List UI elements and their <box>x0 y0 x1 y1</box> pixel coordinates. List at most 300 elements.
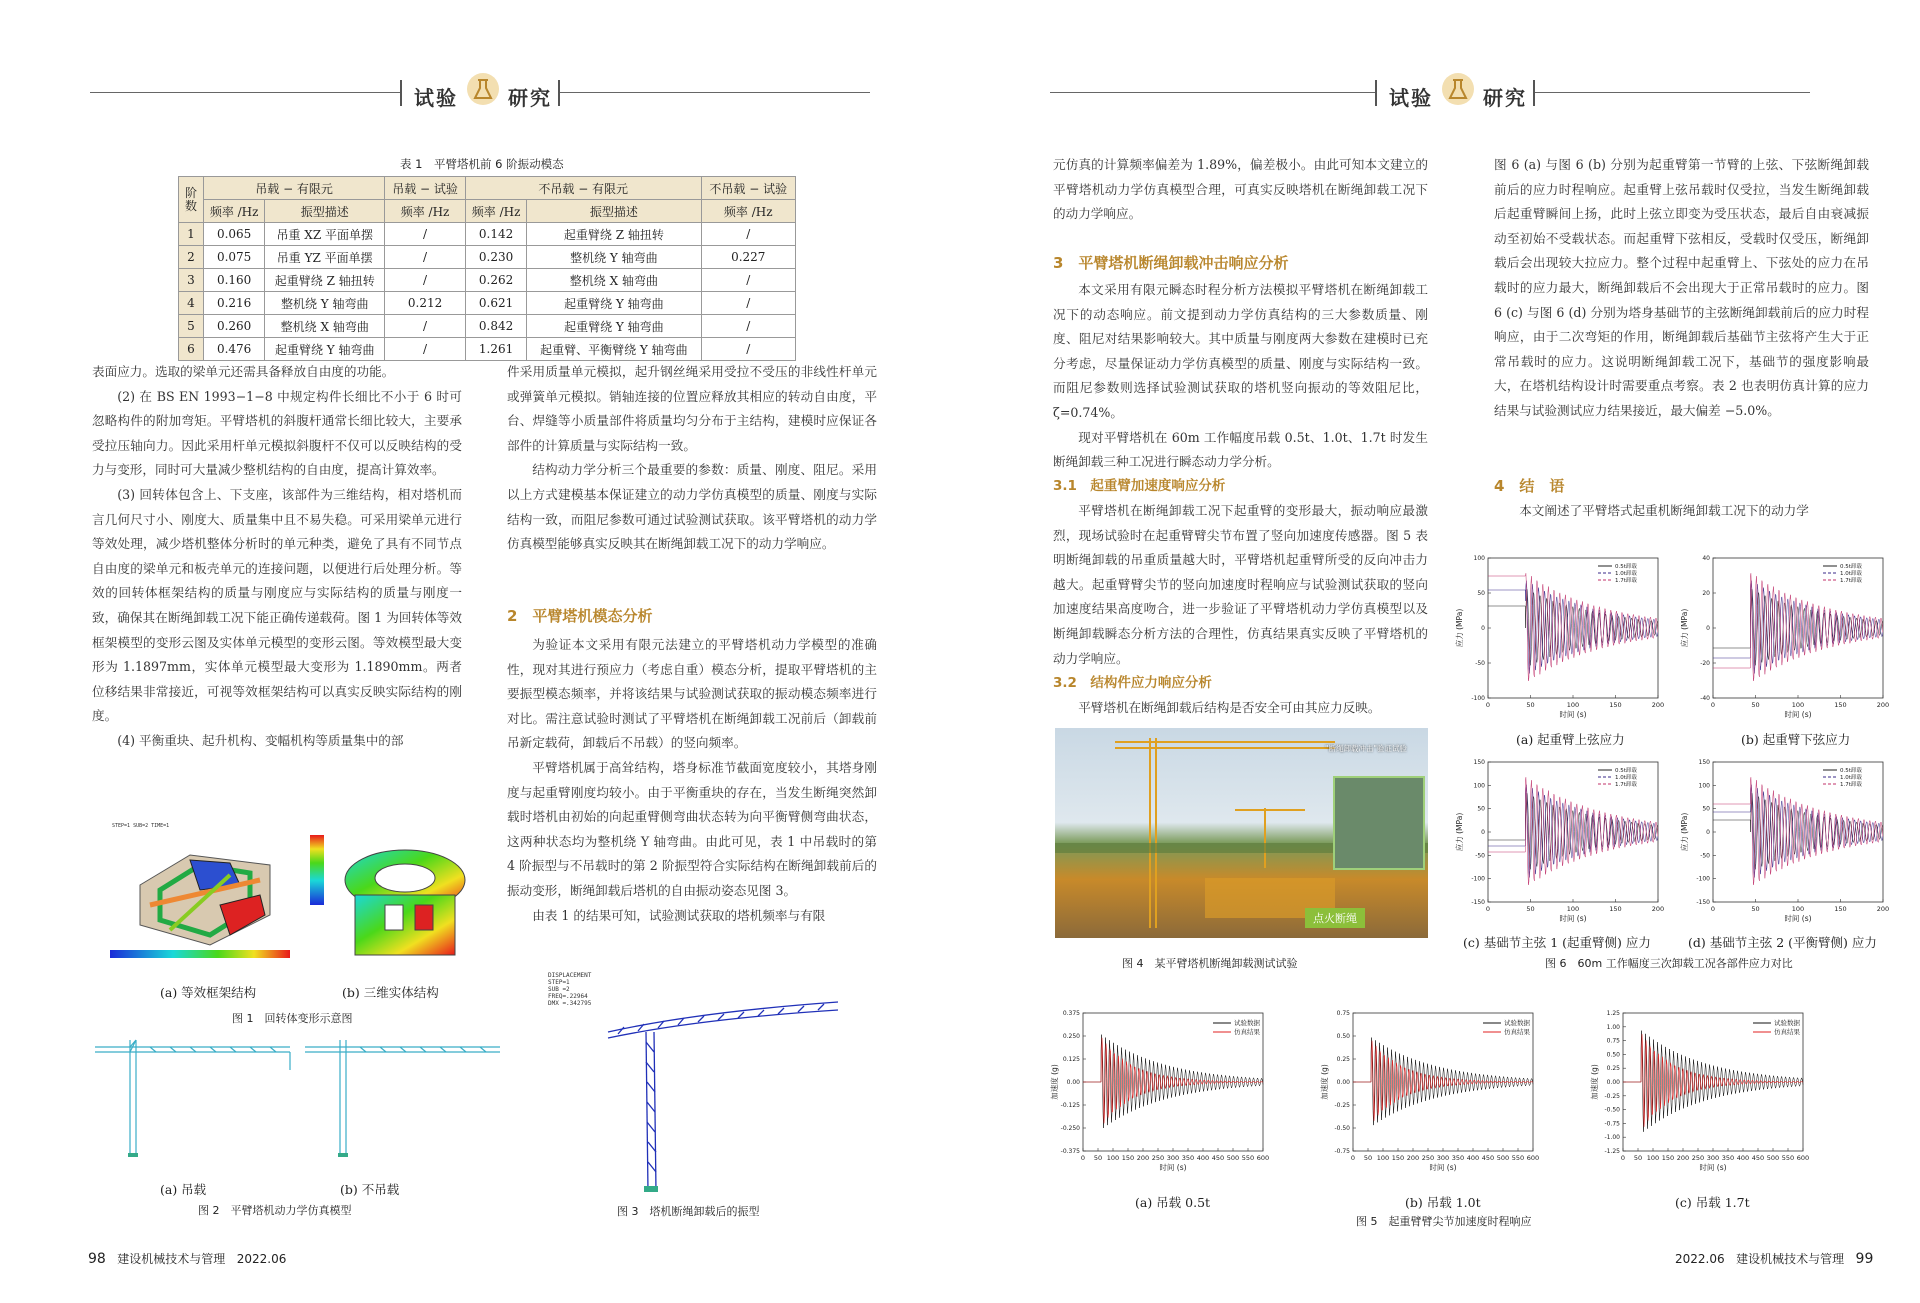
table1-title: 表 1 平臂塔机前 6 阶振动模态 <box>400 157 564 171</box>
table1-cell: 0.227 <box>701 246 796 269</box>
table1-body <box>179 223 796 361</box>
section-3-2-title: 3.2 结构件应力响应分析 <box>1053 675 1212 691</box>
legend-sim: 仿真结果 <box>1234 1028 1260 1036</box>
figure-6a-plot <box>1450 548 1670 728</box>
legend-test: 试验数据 <box>1774 1019 1800 1027</box>
legend-sim: 仿真结果 <box>1504 1028 1530 1036</box>
page-number-left: 98 <box>88 1251 106 1267</box>
y-tick-label: 1.00 <box>1606 1023 1620 1031</box>
table1-cell: / <box>385 246 466 269</box>
y-tick-label: 100 <box>1473 555 1485 562</box>
y-axis-label: 加速度 (g) <box>1320 1064 1329 1100</box>
x-tick-label: 350 <box>1451 1154 1465 1162</box>
x-tick-label: 100 <box>1566 701 1580 709</box>
x-tick-label: 0 <box>1485 905 1491 913</box>
x-tick-label: 100 <box>1646 1154 1660 1162</box>
figure-4-sign: "断绳卸载冲击"验证试验 <box>1325 744 1407 753</box>
table1-cell: 整机绕 X 轴弯曲 <box>527 269 701 292</box>
table1-row <box>179 338 796 361</box>
y-tick-label: -0.50 <box>1604 1106 1620 1114</box>
y-tick-label: 0 <box>1481 625 1485 632</box>
series-1 <box>1713 589 1883 665</box>
x-tick-label: 100 <box>1791 905 1805 913</box>
x-tick-label: 50 <box>1526 701 1535 709</box>
left-column-1 <box>92 360 462 754</box>
table1-cell: / <box>701 315 796 338</box>
figure-5c-label: (c) 吊载 1.7t <box>1675 1195 1750 1210</box>
section-3-1-text <box>1053 499 1428 671</box>
section-4-text <box>1494 499 1869 524</box>
legend-test: 试验数据 <box>1504 1019 1530 1027</box>
table1-subheader: 频率 /Hz <box>701 200 796 223</box>
y-tick-label: -100 <box>1471 875 1485 883</box>
x-tick-label: 150 <box>1609 905 1622 913</box>
x-tick-label: 50 <box>1526 905 1535 913</box>
figure-4-caption: 图 4 某平臂塔机断绳卸载测试试验 <box>1122 957 1298 970</box>
y-axis-label: 应力 (MPa) <box>1455 608 1464 648</box>
table1-cell: 起重臂绕 Z 轴扭转 <box>265 269 385 292</box>
y-tick-label: 100 <box>1473 782 1485 790</box>
figure-4-inset <box>1333 776 1425 870</box>
x-tick-label: 200 <box>1406 1154 1420 1162</box>
x-tick-label: 500 <box>1766 1154 1780 1162</box>
table1-cell: 5 <box>179 315 204 338</box>
y-tick-label: -20 <box>1700 660 1710 667</box>
table1-subheader: 振型描述 <box>265 200 385 223</box>
x-tick-label: 400 <box>1196 1154 1210 1162</box>
table1-subheader: 频率 /Hz <box>385 200 466 223</box>
series-3 <box>1488 777 1658 885</box>
figure-6b-plot <box>1675 548 1895 728</box>
x-tick-label: 200 <box>1136 1154 1150 1162</box>
figure-6-caption: 图 6 60m 工作幅度三次卸载工况各部件应力对比 <box>1545 957 1793 970</box>
x-tick-label: 150 <box>1391 1154 1405 1162</box>
table1-cell: 0.260 <box>204 315 265 338</box>
y-axis-label: 加速度 (g) <box>1590 1064 1599 1100</box>
x-tick-label: 400 <box>1466 1154 1480 1162</box>
x-axis-label: 时间 (s) <box>1699 1163 1727 1172</box>
paragraph: 平臂塔机在断绳卸载工况下起重臂的变形最大，振动响应最激烈，现场试验时在起重臂臂尖节布置了竖向加速度传感器。图 5 表明断绳卸载的吊重质量越大时，平臂塔机起重臂所受的反向冲击力越大。起重臂臂尖节的竖向加速度时程响应与试验测试获取的竖向加速度结果高度吻合，进一步验证了平臂塔机动力学仿真模型以及断绳卸载瞬态分析方法的合理性，仿真结果真实反映了平臂塔机的动力学响应。 <box>1053 503 1428 666</box>
y-tick-label: -0.25 <box>1604 1092 1620 1100</box>
x-axis-label: 时间 (s) <box>1429 1163 1457 1172</box>
series-test <box>1623 1031 1803 1132</box>
y-tick-label: 0 <box>1706 829 1710 836</box>
series-sim <box>1083 1038 1263 1124</box>
y-tick-label: -0.75 <box>1334 1148 1350 1155</box>
figure-5b-plot <box>1308 995 1548 1195</box>
x-tick-label: 500 <box>1496 1154 1510 1162</box>
table1-header: 吊载 − 试验 <box>385 177 466 200</box>
paragraph: 结构动力学分析三个最重要的参数：质量、刚度、阻尼。采用以上方式建模基本保证建立的动力学仿真模型的质量、刚度与实际结构一致，而阻尼参数可通过试验测试获取。该平臂塔机的动力学仿真模型能够真实反映其在断绳卸载工况下的动力学响应。 <box>507 462 877 552</box>
table1-cell: 0.230 <box>465 246 526 269</box>
figure-5a-plot <box>1038 995 1278 1195</box>
series-test <box>1083 1035 1263 1128</box>
table1-cell: 起重臂绕 Y 轴弯曲 <box>265 338 385 361</box>
header-label-test: 试验 <box>414 86 458 110</box>
x-axis-label: 时间 (s) <box>1559 914 1587 923</box>
x-tick-label: 450 <box>1481 1154 1495 1162</box>
series-2 <box>1713 785 1883 878</box>
series-2 <box>1488 581 1658 674</box>
table1-cell: / <box>385 223 466 246</box>
figure-6d-label: (d) 基础节主弦 2 (平衡臂侧) 应力 <box>1688 935 1877 950</box>
series-3 <box>1488 573 1658 681</box>
table1-header: 不吊载 − 试验 <box>701 177 796 200</box>
y-tick-label: 0.00 <box>1066 1079 1080 1086</box>
table1 <box>178 176 796 361</box>
table1-header: 吊载 − 有限元 <box>204 177 385 200</box>
figure-2-image <box>90 1035 510 1170</box>
y-tick-label: -0.25 <box>1334 1102 1350 1109</box>
x-tick-label: 250 <box>1151 1154 1165 1162</box>
x-tick-label: 0 <box>1350 1154 1356 1162</box>
y-axis-label: 应力 (MPa) <box>1680 812 1689 852</box>
paragraph: (4) 平衡重块、起升机构、变幅机构等质量集中的部 <box>117 732 404 748</box>
series-test <box>1353 1038 1533 1126</box>
series-1 <box>1713 793 1883 869</box>
x-tick-label: 50 <box>1751 905 1760 913</box>
y-tick-label: -0.125 <box>1060 1102 1080 1109</box>
table1-cell: 0.842 <box>465 315 526 338</box>
table1-cell: 起重臂、平衡臂绕 Y 轴弯曲 <box>527 338 701 361</box>
issue-date-left: 2022.06 <box>236 1252 287 1266</box>
y-tick-label: 0.00 <box>1336 1079 1350 1086</box>
figure-5b-label: (b) 吊载 1.0t <box>1405 1195 1481 1210</box>
right-column-2 <box>1494 153 1869 424</box>
x-axis-label: 时间 (s) <box>1159 1163 1187 1172</box>
lab-flask-icon <box>1441 72 1475 106</box>
x-tick-label: 0 <box>1710 905 1716 913</box>
y-tick-label: -50 <box>1475 852 1485 860</box>
y-tick-label: 0 <box>1706 625 1710 632</box>
table1-cell: 0.216 <box>204 292 265 315</box>
y-tick-label: 0.25 <box>1336 1056 1350 1063</box>
x-tick-label: 200 <box>1876 905 1890 913</box>
y-tick-label: 0.50 <box>1606 1051 1620 1059</box>
figure-1-image <box>100 815 470 980</box>
x-axis-label: 时间 (s) <box>1784 914 1812 923</box>
figure-6c-plot <box>1450 752 1670 932</box>
series-1 <box>1488 589 1658 665</box>
legend-label: 0.5t卸载 <box>1840 564 1862 570</box>
y-tick-label: 0.00 <box>1606 1079 1620 1086</box>
section-3-title: 3 平臂塔机断绳卸载冲击响应分析 <box>1053 254 1289 272</box>
legend-label: 0.5t卸载 <box>1840 768 1862 774</box>
x-tick-label: 600 <box>1796 1154 1810 1162</box>
y-tick-label: 100 <box>1698 782 1710 790</box>
x-tick-label: 400 <box>1736 1154 1750 1162</box>
y-tick-label: 50 <box>1477 805 1485 813</box>
x-tick-label: 150 <box>1121 1154 1135 1162</box>
legend-label: 0.5t卸载 <box>1615 564 1637 570</box>
header-label-research: 研究 <box>1483 86 1527 110</box>
y-tick-label: 0.75 <box>1336 1010 1350 1017</box>
y-tick-label: 0.75 <box>1606 1037 1620 1045</box>
section-3-1-title: 3.1 起重臂加速度响应分析 <box>1053 478 1226 494</box>
table1-cell: / <box>701 269 796 292</box>
figure-2a-label: (a) 吊载 <box>160 1182 207 1197</box>
table1-cell: 起重臂绕 Y 轴弯曲 <box>527 315 701 338</box>
paragraph: 元仿真的计算频率偏差为 1.89%，偏差极小。由此可知本文建立的平臂塔机动力学仿真模型合理，可真实反映塔机在断绳卸载工况下的动力学响应。 <box>1053 157 1428 222</box>
table1-cell: 0.476 <box>204 338 265 361</box>
figure-5a-label: (a) 吊载 0.5t <box>1135 1195 1211 1210</box>
figure-1-caption: 图 1 回转体变形示意图 <box>232 1012 353 1025</box>
paragraph: 本文采用有限元瞬态时程分析方法模拟平臂塔机在断绳卸载工况下的动态响应。前文提到动力学仿真结构的三大参数质量、刚度、阻尼对结果影响较大。其中质量与刚度两大参数在建模时已充分考虑，尽量保证动力学仿真模型的质量、刚度与实际结构一致。而阻尼参数则选择试验测试获取的塔机竖向振动的等效阻尼比，ζ=0.74%。 <box>1053 282 1428 420</box>
figure-2-caption: 图 2 平臂塔机动力学仿真模型 <box>198 1204 352 1217</box>
table1-subheader: 频率 /Hz <box>204 200 265 223</box>
legend-label: 1.0t卸载 <box>1615 775 1637 781</box>
table1-cell: 吊重 XZ 平面单摆 <box>265 223 385 246</box>
table1-cell: 0.160 <box>204 269 265 292</box>
y-tick-label: 0.250 <box>1062 1033 1080 1040</box>
y-tick-label: 0.375 <box>1062 1010 1080 1017</box>
section-4-title: 4 结 语 <box>1494 477 1565 495</box>
series-sim <box>1623 1034 1803 1127</box>
x-tick-label: 100 <box>1376 1154 1390 1162</box>
series-3 <box>1713 777 1883 885</box>
table1-cell: 2 <box>179 246 204 269</box>
x-tick-label: 550 <box>1511 1154 1525 1162</box>
legend-label: 1.7t卸载 <box>1615 782 1637 788</box>
y-tick-label: 0.50 <box>1336 1033 1350 1040</box>
x-tick-label: 350 <box>1721 1154 1735 1162</box>
x-tick-label: 150 <box>1609 701 1622 709</box>
figure-3 <box>548 972 848 1197</box>
x-tick-label: 0 <box>1080 1154 1086 1162</box>
table1-cell: 0.262 <box>465 269 526 292</box>
lab-flask-icon <box>466 72 500 106</box>
x-tick-label: 600 <box>1256 1154 1270 1162</box>
x-tick-label: 100 <box>1791 701 1805 709</box>
table1-cell: 0.065 <box>204 223 265 246</box>
y-tick-label: 50 <box>1702 805 1710 813</box>
table1-cell: 6 <box>179 338 204 361</box>
section-2-title: 2 平臂塔机模态分析 <box>507 607 653 625</box>
x-tick-label: 350 <box>1181 1154 1195 1162</box>
y-tick-label: -150 <box>1696 899 1710 906</box>
y-tick-label: -150 <box>1471 899 1485 906</box>
paragraph: (3) 回转体包含上、下支座，该部件为三维结构，相对塔机而言几何尺寸小、刚度大、质量集中且不易失稳。可采用梁单元进行等效处理，减少塔机整体分析时的单元种类，避免了具有不同节点自由度的梁单元和板壳单元的连接问题，以便进行后处理分析。等效的回转体框架结构的质量与刚度应与实际结构的质量与刚度一致，确保其在断绳卸载工况下能正确传递载荷。图 1 为回转体等效框架模型的变形云图及实体单元模型的变形云图。等效模型最大变形为 1.1897mm，实体单元模型最大变形为 1.1890mm。两者位移结果非常接近，可视等效框架结构可以真实反映实际结构的刚度。 <box>92 486 462 724</box>
table1-cell: 0.621 <box>465 292 526 315</box>
x-tick-label: 100 <box>1106 1154 1120 1162</box>
x-tick-label: 200 <box>1651 905 1665 913</box>
paragraph: 平臂塔机属于高耸结构，塔身标准节截面宽度较小，其塔身刚度与起重臂刚度均较小。由于平衡重块的存在，当发生断绳突然卸载时塔机由初始的向起重臂侧弯曲状态转为向平衡臂侧弯曲状态，这两种状态均为整机绕 Y 轴弯曲。由此可见，表 1 中吊载时的第 4 阶振型与不吊载时的第 2 阶振型符合实际结构在断绳卸载前后的振动变形，断绳卸载后塔机的自由振动姿态见图 3。 <box>507 759 877 898</box>
series-3 <box>1713 573 1883 681</box>
table1-header: 不吊载 − 有限元 <box>465 177 701 200</box>
paragraph: 本文阐述了平臂塔式起重机断绳卸载工况下的动力学 <box>1519 503 1809 518</box>
x-tick-label: 550 <box>1241 1154 1255 1162</box>
legend-label: 1.7t卸载 <box>1615 578 1637 584</box>
y-axis-label: 应力 (MPa) <box>1680 608 1689 648</box>
legend-label: 0.5t卸载 <box>1615 768 1637 774</box>
x-tick-label: 150 <box>1834 905 1847 913</box>
table1-cell: / <box>385 269 466 292</box>
right-page <box>960 0 1920 1303</box>
table1-cell: 0.142 <box>465 223 526 246</box>
table1-cell: 吊重 YZ 平面单摆 <box>265 246 385 269</box>
x-tick-label: 300 <box>1436 1154 1450 1162</box>
paragraph: 件采用质量单元模拟，起升钢丝绳采用受拉不受压的非线性杆单元或弹簧单元模拟。销轴连接的位置应释放其相应的转动自由度，平台、焊缝等小质量部件将质量均匀分布于主结构，建模时应保证各部件的计算质量与实际结构一致。 <box>507 364 877 453</box>
y-tick-label: -0.250 <box>1060 1125 1080 1132</box>
y-tick-label: 0.25 <box>1606 1065 1620 1073</box>
table1-row <box>179 315 796 338</box>
table1-row <box>179 269 796 292</box>
figure-6b-label: (b) 起重臂下弦应力 <box>1741 732 1851 747</box>
y-tick-label: -0.50 <box>1334 1125 1350 1132</box>
table1-cell: 3 <box>179 269 204 292</box>
table1-col-index: 阶数 <box>179 177 204 223</box>
series-2 <box>1488 785 1658 878</box>
y-tick-label: 150 <box>1698 759 1710 766</box>
x-tick-label: 300 <box>1166 1154 1180 1162</box>
legend-label: 1.7t卸载 <box>1840 578 1862 584</box>
x-tick-label: 50 <box>1363 1154 1373 1162</box>
x-tick-label: 0 <box>1485 701 1491 709</box>
paragraph: 为验证本文采用有限元法建立的平臂塔机动力学模型的准确性，现对其进行预应力（考虑自重）模态分析，提取平臂塔机的主要振型模态频率，并将该结果与试验测试获取的振动模态频率进行对比。需注意试验时测试了平臂塔机在断绳卸载工况前后（卸载前吊新定载荷，卸载后不吊载）的竖向频率。 <box>507 637 877 751</box>
svg-text:STEP=1 SUB=2 TIME=1: STEP=1 SUB=2 TIME=1 <box>112 823 170 829</box>
paragraph: 由表 1 的结果可知，试验测试获取的塔机频率与有限 <box>532 907 826 923</box>
x-tick-label: 50 <box>1633 1154 1643 1162</box>
table1-cell: 1 <box>179 223 204 246</box>
table1-row <box>179 246 796 269</box>
x-tick-label: 150 <box>1661 1154 1675 1162</box>
table1-cell: 整机绕 X 轴弯曲 <box>265 315 385 338</box>
x-tick-label: 50 <box>1093 1154 1103 1162</box>
figure-2b-label: (b) 不吊载 <box>340 1182 400 1197</box>
table1-row <box>179 292 796 315</box>
table1-cell: / <box>701 292 796 315</box>
series-1 <box>1488 793 1658 869</box>
x-tick-label: 300 <box>1706 1154 1720 1162</box>
legend-label: 1.0t卸载 <box>1840 571 1862 577</box>
x-tick-label: 0 <box>1710 701 1716 709</box>
figure-6c-label: (c) 基础节主弦 1 (起重臂侧) 应力 <box>1463 935 1651 950</box>
y-tick-label: 0 <box>1481 829 1485 836</box>
journal-name-left: 建设机械技术与管理 <box>117 1252 226 1266</box>
y-tick-label: 20 <box>1702 590 1710 597</box>
y-tick-label: -1.25 <box>1604 1148 1620 1155</box>
figure-4-fire-label: 点火断绳 <box>1305 908 1365 928</box>
table1-subheader: 振型描述 <box>527 200 701 223</box>
paragraph: (2) 在 BS EN 1993−1−8 中规定构件长细比不小于 6 时可忽略构件的附加弯矩。平臂塔机的斜腹杆通常长细比较大，主要承受拉压轴向力。因此采用杆单元模拟斜腹杆不仅可以反映结构的受力与变形，同时可大量减少整机结构的自由度，提高计算效率。 <box>92 388 462 478</box>
left-column-2 <box>507 360 877 557</box>
figure-1 <box>100 815 470 980</box>
table1-cell: / <box>701 338 796 361</box>
table1-cell: 0.075 <box>204 246 265 269</box>
y-tick-label: -50 <box>1475 660 1485 667</box>
x-axis-label: 时间 (s) <box>1559 710 1587 719</box>
table1-row <box>179 223 796 246</box>
legend-test: 试验数据 <box>1234 1019 1260 1027</box>
x-tick-label: 450 <box>1211 1154 1225 1162</box>
y-tick-label: -100 <box>1696 875 1710 883</box>
paragraph: 表面应力。选取的梁单元还需具备释放自由度的功能。 <box>92 364 395 379</box>
x-tick-label: 550 <box>1781 1154 1795 1162</box>
y-tick-label: 150 <box>1473 759 1485 766</box>
header-label-research: 研究 <box>508 86 552 110</box>
header-label-test: 试验 <box>1389 86 1433 110</box>
section-3-text <box>1053 278 1428 475</box>
x-tick-label: 0 <box>1620 1154 1626 1162</box>
series-2 <box>1713 581 1883 674</box>
figure-3-image <box>548 972 848 1197</box>
paragraph: 图 6 (a) 与图 6 (b) 分别为起重臂第一节臂的上弦、下弦断绳卸载前后的应力时程响应。起重臂上弦吊载时仅受拉，当发生断绳卸载后起重臂瞬间上扬，此时上弦立即变为受压状态，最后自由衰减振动至初始不受载状态。而起重臂下弦相反，受载时仅受压，断绳卸载后会出现较大拉应力。整个过程中起重臂上、下弦处的应力在吊载时的应力最大，断绳卸载后不会出现大于正常吊载时的应力。图 6 (c) 与图 6 (d) 分别为塔身基础节的主弦断绳卸载前后的应力时程响应，由于二次弯矩的作用，断绳卸载后基础节主弦将产生大于正常吊载时的应力。这说明断绳卸载工况下，基础节的强度影响最大，在塔机结构设计时需要重点考察。表 2 也表明仿真计算的应力结果与试验测试应力结果接近，最大偏差 −5.0%。 <box>1494 157 1869 418</box>
y-tick-label: -0.75 <box>1604 1120 1620 1128</box>
footer-left <box>88 1250 286 1267</box>
section-3-2-text <box>1053 696 1428 721</box>
x-tick-label: 200 <box>1676 1154 1690 1162</box>
table1-cell: / <box>385 338 466 361</box>
legend-label: 1.7t卸载 <box>1840 782 1862 788</box>
figure-1a-label: (a) 等效框架结构 <box>160 985 257 1000</box>
table1-cell: 4 <box>179 292 204 315</box>
x-tick-label: 100 <box>1566 905 1580 913</box>
figure-2 <box>90 1035 510 1170</box>
y-tick-label: -1.00 <box>1604 1134 1620 1142</box>
figure-3-label: DISPLACEMENT STEP=1 SUB =2 FREQ=.22964 DMX =.342795 <box>548 972 592 1007</box>
x-tick-label: 250 <box>1691 1154 1705 1162</box>
y-tick-label: 50 <box>1477 590 1485 597</box>
figure-5-caption: 图 5 起重臂臂尖节加速度时程响应 <box>1356 1215 1532 1228</box>
x-tick-label: 450 <box>1751 1154 1765 1162</box>
y-axis-label: 应力 (MPa) <box>1455 812 1464 852</box>
table1-cell: 1.261 <box>465 338 526 361</box>
x-tick-label: 50 <box>1751 701 1760 709</box>
y-tick-label: -40 <box>1700 695 1710 702</box>
y-tick-label: 40 <box>1702 555 1710 562</box>
table1-cell: 起重臂绕 Y 轴弯曲 <box>527 292 701 315</box>
right-column-1 <box>1053 153 1428 227</box>
table1-cell: 0.212 <box>385 292 466 315</box>
figure-6d-plot <box>1675 752 1895 932</box>
legend-label: 1.0t卸载 <box>1615 571 1637 577</box>
table1-subheader: 频率 /Hz <box>465 200 526 223</box>
footer-right <box>1675 1250 1873 1267</box>
table1-cell: 起重臂绕 Z 轴扭转 <box>527 223 701 246</box>
x-tick-label: 150 <box>1834 701 1847 709</box>
paragraph: 平臂塔机在断绳卸载后结构是否安全可由其应力反映。 <box>1078 700 1381 715</box>
journal-name-right: 建设机械技术与管理 <box>1736 1252 1845 1266</box>
legend-label: 1.0t卸载 <box>1840 775 1862 781</box>
x-tick-label: 200 <box>1651 701 1665 709</box>
figure-5c-plot <box>1578 995 1818 1195</box>
page-number-right: 99 <box>1855 1251 1874 1267</box>
y-tick-label: -50 <box>1700 852 1710 860</box>
x-tick-label: 200 <box>1876 701 1890 709</box>
series-sim <box>1353 1041 1533 1121</box>
x-tick-label: 250 <box>1421 1154 1435 1162</box>
paragraph: 现对平臂塔机在 60m 工作幅度吊载 0.5t、1.0t、1.7t 时发生断绳卸载三种工况进行瞬态动力学分析。 <box>1053 429 1428 470</box>
y-axis-label: 加速度 (g) <box>1050 1064 1059 1100</box>
x-tick-label: 600 <box>1526 1154 1540 1162</box>
table1-cell: / <box>701 223 796 246</box>
x-axis-label: 时间 (s) <box>1784 710 1812 719</box>
table1-cell: 整机绕 Y 轴弯曲 <box>527 246 701 269</box>
issue-date-right: 2022.06 <box>1675 1252 1725 1266</box>
figure-4-photo <box>1055 728 1428 938</box>
section-2-text <box>507 633 877 928</box>
y-tick-label: -100 <box>1471 695 1485 702</box>
x-tick-label: 500 <box>1226 1154 1240 1162</box>
figure-3-caption: 图 3 塔机断绳卸载后的振型 <box>617 1205 760 1218</box>
table1-cell: / <box>385 315 466 338</box>
table1-cell: 整机绕 Y 轴弯曲 <box>265 292 385 315</box>
y-tick-label: 0.125 <box>1062 1056 1080 1063</box>
y-tick-label: -0.375 <box>1060 1148 1080 1155</box>
figure-1b-label: (b) 三维实体结构 <box>342 985 439 1000</box>
figure-6a-label: (a) 起重臂上弦应力 <box>1516 732 1625 747</box>
legend-sim: 仿真结果 <box>1774 1028 1800 1036</box>
